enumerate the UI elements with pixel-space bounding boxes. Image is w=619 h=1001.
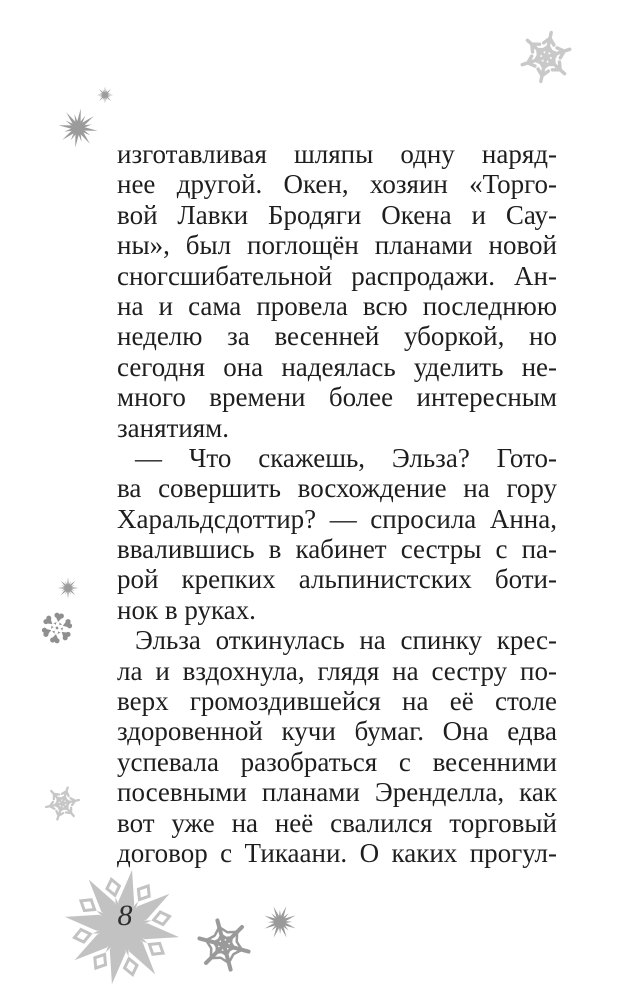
- text-line: сегодня она надеялась уделить не-: [117, 351, 557, 382]
- text-line: ввалившись в кабинет сестры с па-: [117, 534, 557, 565]
- text-line: ла и вздохнула, глядя на сестру по-: [117, 655, 557, 686]
- text-line: занятиям.: [117, 412, 230, 443]
- snowflake-icon: [96, 86, 114, 104]
- text-line: Харальдсдоттир? — спросила Анна,: [117, 503, 557, 534]
- text-line: ны», был поглощён планами новой: [117, 230, 557, 261]
- text-line: нок в руках.: [117, 594, 256, 625]
- text-line: вой Лавки Бродяги Окена и Сау-: [117, 199, 557, 230]
- text-line: здоровенной кучи бумаг. Она едва: [117, 716, 557, 747]
- text-line: ва совершить восхождение на гору: [117, 473, 557, 504]
- page-number: 8: [117, 899, 133, 932]
- text-line: — Что скажешь, Эльза? Гото-: [135, 442, 557, 473]
- snowflake-icon: [512, 23, 581, 92]
- text-column: [117, 139, 557, 868]
- text-line: вот уже на неё свалился торговый: [117, 807, 557, 838]
- text-line: договор с Тикаани. О каких прогул-: [117, 837, 557, 868]
- snowflake-icon: [38, 779, 87, 828]
- text-line: верх громоздившейся на её столе: [117, 686, 557, 717]
- text-line: на и сама провела всю последнюю: [117, 290, 557, 321]
- text-line: много времени более интересным: [117, 382, 557, 413]
- text-line: рой крепких альпинистских боти-: [117, 564, 557, 595]
- text-line: неделю за весенней уборкой, но: [117, 321, 557, 352]
- text-line: Эльза откинулась на спинку крес-: [135, 625, 557, 656]
- snowflake-icon: [37, 608, 76, 647]
- snowflake-icon: [54, 104, 101, 151]
- text-line: нее другой. Окен, хозяин «Торго-: [117, 169, 557, 200]
- text-line: успевала разобраться с весенними: [117, 746, 557, 777]
- text-line: сногсшибательной распродажи. Ан-: [117, 260, 557, 291]
- snowflake-icon: [57, 577, 79, 599]
- snowflake-icon: [257, 899, 304, 946]
- snowflake-icon: [186, 907, 262, 983]
- text-line: изготавливая шляпы одну наряд-: [117, 139, 557, 169]
- text-line: посевными планами Эренделла, как: [117, 777, 557, 808]
